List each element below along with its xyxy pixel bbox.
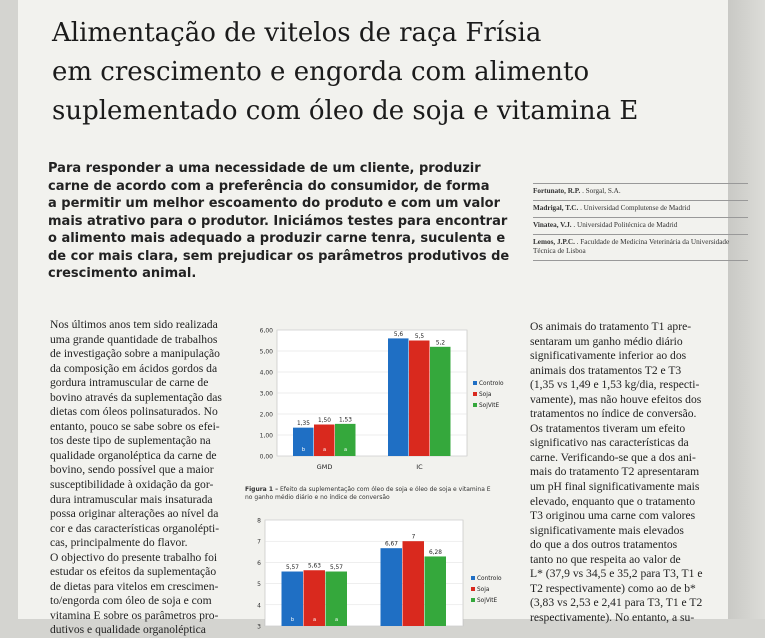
- legend-swatch: [471, 598, 475, 602]
- bar-value-label: 1,50: [318, 418, 331, 424]
- body-line: (3,83 vs 2,53 e 2,41 para T3, T1 e T2: [530, 596, 703, 610]
- title-line: em crescimento e engorda com alimento: [52, 57, 590, 87]
- author-affiliation: . Faculdade de Medicina Veterinária da Universidade Técnica de Lisboa: [533, 238, 730, 255]
- page-edge-shadow: [728, 0, 765, 619]
- author-name: Lemos, J.P.C.: [533, 238, 575, 246]
- body-column-right: [530, 320, 725, 625]
- caption-text: Efeito da suplementação com óleo de soja e óleo de soja e vitamina E: [278, 486, 491, 493]
- bar-value-label: 5,63: [308, 563, 321, 570]
- body-line: T3 originou uma carne com valores: [530, 509, 696, 523]
- lead-line: de cor mais clara, sem prejudicar os parâmetros produtivos de: [48, 248, 510, 264]
- lead-line: o alimento mais adequado a produzir carne tenra, suculenta e: [48, 231, 506, 246]
- caption-label: Figura 1 –: [245, 486, 279, 493]
- bar-value-label: 5,6: [393, 331, 404, 338]
- author-name: Madrigal, T.C.: [533, 204, 579, 212]
- y-tick-label: 0,00: [259, 453, 273, 461]
- author-affiliation: . Sorgal, S.A.: [582, 187, 621, 195]
- y-tick-label: 8: [257, 517, 261, 525]
- author-affiliation: . Universidad Politécnica de Madrid: [573, 221, 678, 229]
- bar-value-label: 1,53: [339, 417, 352, 424]
- body-line: vitamina E sobre os parâmetros pro-: [50, 608, 219, 622]
- body-line: estudar os efeitos da suplementação: [50, 565, 217, 579]
- y-tick-label: 2,00: [259, 411, 273, 419]
- author-name: Vinatea, V.J.: [533, 221, 572, 229]
- x-tick-label: GMD: [316, 463, 333, 471]
- legend-label: SojVitE: [477, 598, 498, 604]
- body-line: possa originar alterações ao nível da: [50, 507, 219, 521]
- legend-label: Soja: [479, 392, 492, 398]
- body-line: significativamente mais elevados: [530, 523, 684, 537]
- caption-line-2: no ganho médio diário e no índice de conversão: [245, 494, 390, 501]
- body-line: susceptibilidade à oxidação da gor-: [50, 478, 214, 492]
- figure-1-caption: [245, 486, 520, 502]
- body-line: animais dos tratamentos T2 e T3: [530, 363, 682, 377]
- lead-line: a permitir um melhor escoamento do produto e com um valor: [48, 196, 501, 211]
- significance-letter: a: [343, 447, 348, 453]
- y-tick-label: 4: [257, 602, 261, 610]
- lead-line: carne de acordo com a preferência do consumidor, de forma: [48, 178, 490, 194]
- body-line: L* (37,9 vs 34,5 e 35,2 para T3, T1 e: [530, 567, 703, 581]
- bar-value-label: 1,35: [297, 421, 310, 428]
- body-line: uma grande quantidade de trabalhos: [50, 332, 218, 346]
- bar-value-label: 5,57: [330, 565, 343, 572]
- significance-letter: b: [301, 447, 306, 453]
- body-line: dutivos e qualidade organoléptica: [50, 623, 206, 637]
- body-line: tratamentos no índice de conversão.: [530, 407, 697, 421]
- bar-value-label: 5,2: [435, 340, 446, 347]
- body-line: cor e das características organolépti-: [50, 521, 220, 535]
- legend-swatch: [471, 576, 475, 580]
- legend-label: Soja: [477, 587, 490, 593]
- body-line: sentaram um ganho médio diário: [530, 334, 683, 348]
- author-affiliation: . Universidad Complutense de Madrid: [580, 204, 691, 212]
- body-line: elevado, enquanto que o tratamento: [530, 494, 696, 508]
- legend-swatch: [473, 403, 477, 407]
- legend-label: Controlo: [477, 576, 502, 582]
- y-tick-label: 3,00: [259, 390, 273, 398]
- y-tick-label: 5,00: [259, 348, 273, 356]
- figure-1-bar-chart: [245, 322, 515, 484]
- body-line: do que a dos outros tratamentos: [530, 538, 678, 552]
- author-entry: [533, 200, 748, 217]
- body-line: significativamente inferior ao dos: [530, 349, 687, 363]
- bar-value-label: 7: [411, 534, 416, 541]
- body-line: mais do tratamento T2 apresentaram: [530, 465, 700, 479]
- author-name: Fortunato, R.P.: [533, 187, 581, 195]
- body-line: dietas com óleos polinsaturados. No: [50, 405, 218, 419]
- body-line: de investigação sobre a manipulação: [50, 347, 220, 361]
- body-line: Os animais do tratamento T1 apre-: [530, 320, 692, 333]
- y-tick-label: 6,00: [259, 327, 273, 335]
- article-lead: [48, 160, 518, 283]
- body-line: um pH final significativamente mais: [530, 480, 700, 494]
- title-line: Alimentação de vitelos de raça Frísia: [52, 18, 542, 48]
- body-line: T2 respectivamente) como ao de b*: [530, 581, 696, 595]
- y-tick-label: 4,00: [259, 369, 273, 377]
- body-line: tos deste tipo de suplementação na: [50, 434, 211, 448]
- body-line: significativo nas características da: [530, 436, 689, 450]
- body-line: bovino através da suplementação das: [50, 390, 222, 404]
- body-line: (1,35 vs 1,49 e 1,53 kg/dia, respecti-: [530, 378, 700, 392]
- bar-value-label: 6,67: [385, 541, 398, 548]
- figure-2-bar-chart: [245, 512, 515, 632]
- body-line: qualidade organoléptica da carne de: [50, 448, 217, 462]
- significance-letter: a: [334, 617, 339, 623]
- body-line: dura intramuscular mais insaturada: [50, 492, 213, 506]
- body-line: Os tratamentos tiveram um efeito: [530, 421, 686, 435]
- significance-letter: b: [290, 617, 295, 623]
- bar-controlo: [381, 548, 403, 626]
- significance-letter: a: [322, 447, 327, 453]
- body-line: cas, principalmente do flavor.: [50, 536, 188, 550]
- lead-line: mais atrativo para o produtor. Iniciámos testes para encontrar: [48, 213, 508, 229]
- author-list: [533, 183, 748, 261]
- significance-letter: a: [312, 617, 317, 623]
- body-line: entanto, pouco se sabe sobre os efei-: [50, 419, 220, 433]
- body-line: respectivamente). No entanto, a su-: [530, 610, 695, 624]
- y-tick-label: 3: [257, 623, 261, 631]
- legend-swatch: [473, 381, 477, 385]
- body-line: tanto no que respeita ao valor de: [530, 552, 681, 566]
- caption-line-1: [245, 486, 520, 494]
- body-line: to/engorda com óleo de soja e com: [50, 594, 212, 608]
- bar-soja: [409, 341, 430, 457]
- author-entry: [533, 217, 748, 234]
- body-line: vamente), mas não houve efeitos dos: [530, 392, 702, 406]
- article-title: [52, 14, 732, 131]
- legend-swatch: [473, 392, 477, 396]
- author-entry: [533, 234, 748, 261]
- legend-label: Controlo: [479, 381, 504, 387]
- y-tick-label: 7: [257, 538, 261, 546]
- x-tick-label: IC: [416, 463, 423, 471]
- bar-value-label: 5,57: [286, 565, 299, 572]
- body-line: Nos últimos anos tem sido realizada: [50, 318, 218, 331]
- y-tick-label: 5: [257, 581, 261, 589]
- legend-swatch: [471, 587, 475, 591]
- title-line: suplementado com óleo de soja e vitamina E: [52, 96, 639, 126]
- y-tick-label: 1,00: [259, 432, 273, 440]
- y-tick-label: 6: [257, 559, 261, 567]
- author-entry: [533, 183, 748, 200]
- bar-value-label: 6,28: [429, 549, 442, 556]
- lead-line: crescimento animal.: [48, 266, 197, 281]
- lead-line: Para responder a uma necessidade de um cliente, produzir: [48, 161, 481, 176]
- bar-sojvite: [430, 347, 451, 456]
- body-line: de dietas para vitelos em crescimen-: [50, 579, 219, 593]
- legend-label: SojVitE: [479, 403, 500, 409]
- body-line: bovino, sendo possível que a maior: [50, 463, 214, 477]
- body-line: O objectivo do presente trabalho foi: [50, 550, 218, 564]
- bar-value-label: 5,5: [414, 334, 425, 340]
- body-line: carne. Verificando-se que a dos ani-: [530, 450, 696, 464]
- bar-sojvite: [425, 556, 447, 626]
- bar-soja: [403, 541, 425, 626]
- body-line: gordura intramuscular de carne de: [50, 376, 209, 390]
- body-column-left: [50, 318, 240, 638]
- body-line: da composição em ácidos gordos da: [50, 361, 218, 375]
- bar-controlo: [388, 338, 409, 456]
